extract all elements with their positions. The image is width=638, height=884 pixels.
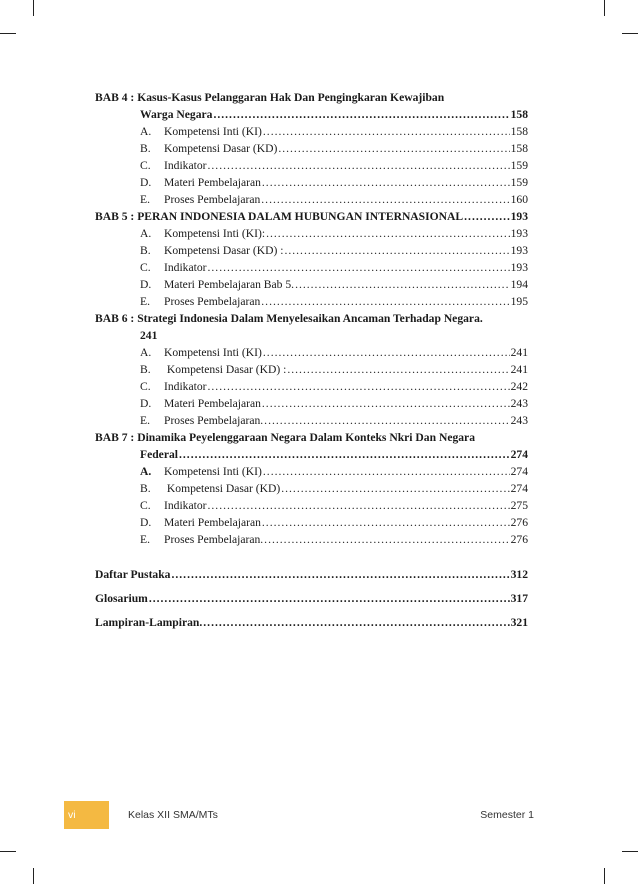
- crop-mark: [622, 851, 638, 852]
- chapter-7-heading-cont[interactable]: Federal ..... 274: [95, 446, 528, 463]
- dot-leader: [284, 242, 509, 259]
- dot-leader: [266, 225, 510, 242]
- crop-mark: [0, 33, 16, 34]
- dot-leader: [208, 378, 510, 395]
- crop-mark: [0, 851, 16, 852]
- toc-item[interactable]: C. Indikator ..... 193: [95, 259, 528, 276]
- lampiran-entry[interactable]: Lampiran-Lampiran. ..... 321: [95, 614, 528, 631]
- dot-leader: [208, 259, 510, 276]
- dot-leader: [264, 412, 509, 429]
- toc-item[interactable]: B. Kompetensi Dasar (KD) ..... 158: [95, 140, 528, 157]
- dot-leader: [278, 140, 509, 157]
- chapter-5-heading[interactable]: BAB 5 : PERAN INDONESIA DALAM HUBUNGAN INTERNASIONAL ..... 193: [95, 208, 528, 225]
- dot-leader: [295, 276, 510, 293]
- dot-leader: [261, 293, 509, 310]
- dot-leader: [149, 590, 510, 607]
- toc-item[interactable]: B. Kompetensi Dasar (KD) : ..... 241: [95, 361, 528, 378]
- toc-item[interactable]: B. Kompetensi Dasar (KD) : ..... 193: [95, 242, 528, 259]
- dot-leader: [287, 361, 509, 378]
- toc-item[interactable]: D. Materi Pembelajaran ..... 159: [95, 174, 528, 191]
- crop-mark: [604, 0, 605, 16]
- toc-item[interactable]: C. Indikator ..... 275: [95, 497, 528, 514]
- toc-item[interactable]: B. Kompetensi Dasar (KD) ..... 274: [95, 480, 528, 497]
- toc-item[interactable]: D. Materi Pembelajaran ..... 243: [95, 395, 528, 412]
- dot-leader: [203, 614, 509, 631]
- chapter-7-heading[interactable]: BAB 7 : Dinamika Peyelenggaraan Negara Dalam Konteks Nkri Dan Negara: [95, 431, 475, 444]
- toc-item[interactable]: E. Proses Pembelajaran ..... 195: [95, 293, 528, 310]
- semester-label: Semester 1: [480, 809, 534, 821]
- dot-leader: [261, 191, 509, 208]
- dot-leader: [171, 566, 509, 583]
- daftar-pustaka-entry[interactable]: Daftar Pustaka ..... 312: [95, 566, 528, 583]
- dot-leader: [213, 106, 509, 123]
- toc-item[interactable]: E. Proses Pembelajaran ..... 160: [95, 191, 528, 208]
- toc-item[interactable]: A. Kompetensi Inti (KI) ..... 158: [95, 123, 528, 140]
- chapter-4-heading-cont[interactable]: Warga Negara ..... 158: [95, 106, 528, 123]
- dot-leader: [179, 446, 510, 463]
- dot-leader: [208, 497, 510, 514]
- toc-item[interactable]: D. Materi Pembelajaran ..... 276: [95, 514, 528, 531]
- crop-mark: [33, 0, 34, 16]
- chapter-6-heading[interactable]: BAB 6 : Strategi Indonesia Dalam Menyelesaikan Ancaman Terhadap Negara.: [95, 312, 483, 325]
- toc-item[interactable]: C. Indikator ..... 242: [95, 378, 528, 395]
- chapter-6-heading-cont[interactable]: 241: [140, 329, 158, 342]
- page-footer: [64, 801, 534, 829]
- toc-item[interactable]: A. Kompetensi Inti (KI): ..... 193: [95, 225, 528, 242]
- page-number: vi: [68, 809, 76, 821]
- crop-mark: [604, 868, 605, 884]
- toc-item[interactable]: E. Proses Pembelajaran. ..... 243: [95, 412, 528, 429]
- toc-item[interactable]: D. Materi Pembelajaran Bab 5. ..... 194: [95, 276, 528, 293]
- glosarium-entry[interactable]: Glosarium ..... 317: [95, 590, 528, 607]
- chapter-4-heading[interactable]: BAB 4 : Kasus-Kasus Pelanggaran Hak Dan Pengingkaran Kewajiban: [95, 91, 445, 104]
- dot-leader: [262, 514, 510, 531]
- dot-leader: [263, 463, 510, 480]
- crop-mark: [33, 868, 34, 884]
- dot-leader: [264, 531, 509, 548]
- toc-item[interactable]: A. Kompetensi Inti (KI) ..... 241: [95, 344, 528, 361]
- crop-mark: [622, 33, 638, 34]
- toc-item[interactable]: E. Proses Pembelajaran. ..... 276: [95, 531, 528, 548]
- dot-leader: [281, 480, 509, 497]
- dot-leader: [464, 208, 509, 225]
- dot-leader: [208, 157, 510, 174]
- dot-leader: [262, 395, 510, 412]
- toc-item[interactable]: A. Kompetensi Inti (KI) ..... 274: [95, 463, 528, 480]
- dot-leader: [262, 174, 510, 191]
- book-title: Kelas XII SMA/MTs: [128, 809, 218, 821]
- dot-leader: [263, 344, 510, 361]
- dot-leader: [263, 123, 510, 140]
- toc-item[interactable]: C. Indikator ..... 159: [95, 157, 528, 174]
